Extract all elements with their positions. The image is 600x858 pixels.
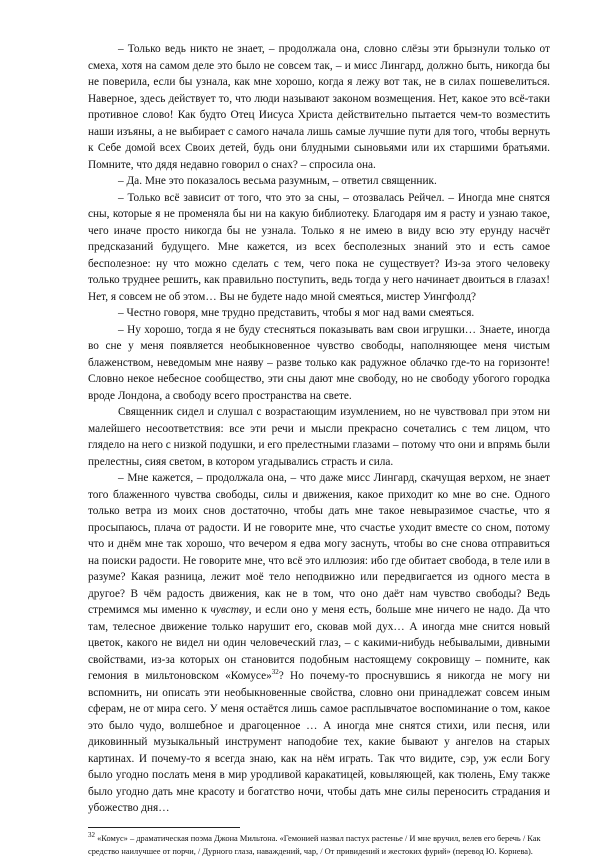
footnote-text: «Комус» – драматическая поэма Джона Мильтона. «Гемонией назвал пастух растенье / И мне вручил, велев его беречь / Как средство наилучшее от порчи, / Дурного глаза, наваждений, чар, / От привидений и жестоких фурий» (перевод Ю. Корнева). (88, 833, 541, 856)
main-text (88, 41, 550, 817)
paragraph-7-part-1: – Мне кажется, – продолжала она, – что даже мисс Лингард, скачущая верхом, не знает того блаженного чувства свободы, силы и движения, какое приходит ко мне во сне. Одного только ветра из моих снов достаточно, чтобы дать мне такое невыразимое счастье, что я просыпаюсь, плача от радости. И не говорите мне, что счастье уходит вместе со сном, потому что и днём мне так хорошо, что вечером я едва могу заснуть, чтобы во сне снова отправиться на поиски радости. Не говорите мне, что всё это иллюзия: ибо где обитает свобода, в теле или в разуме? Какая разница, лежит моё тело неподвижно или передвигается из одного места в другое? В чём радость движения, как не в том, что оно даёт нам чувство свободы? Ведь стремимся мы именно к (88, 472, 550, 616)
footnote-reference[interactable]: 32 (271, 668, 279, 677)
paragraph-6: Священник сидел и слушал с возрастающим изумлением, но не чувствовал при этом ни малейшего несоответствия: все эти речи и мысли прекрасно сочетались с тем лицом, что глядело на него с низкой подушки, и его прелестными глазами – потому что они и впрямь были прелестны, сияя светом, в котором угадывались страсть и сила. (88, 406, 550, 468)
paragraph-7-part-2: , и если оно у меня есть, больше мне ничего не надо. Да что там, телесное движение только нарушит его, сковав мой дух… А иногда мне снится новый цветок, какого не видел ни один человеческий глаз, – с какими-нибудь небывалыми, дивными свойствами, из-за которых он становится подобным настоящему сокровищу – помните, как гемония в мильтоновском «Комусе» (88, 604, 550, 682)
footnote-number: 32 (88, 830, 95, 839)
paragraph-7 (88, 470, 550, 817)
paragraph-7-emphasis: чувству (210, 604, 249, 616)
footnote-separator (88, 827, 240, 828)
paragraph-4: – Честно говоря, мне трудно представить, чтобы я мог над вами смеяться. (118, 307, 475, 319)
paragraph-5: – Ну хорошо, тогда я не буду стесняться показывать вам свои игрушки… Знаете, иногда во сне у меня появляется необыкновенное чувство свободы, наполняющее меня чистым блаженством, неведомым мне наяву – разве только как радужное облачко где-то на горизонте! Словно некое небесное сообщество, эти сны дают мне свободу, но не свободу убогого городка вроде Лондона, а свободу всего пространства на свете. (88, 323, 550, 402)
paragraph-2: – Да. Мне это показалось весьма разумным, – ответил священник. (118, 175, 437, 187)
paragraph-1: – Только ведь никто не знает, – продолжала она, словно слёзы эти брызнули только от смеха, хотя на самом деле это было не совсем так, – и мисс Лингард, должно быть, никогда бы не поверила, если бы узнала, как мне хорошо, когда я лежу вот так, не в силах пошевелиться. Наверное, здесь действует то, что люди называют законом возмещения. Нет, какое это всё-таки противное слово! Как будто Отец Иисуса Христа действительно пытается чем-то возместить наши изъяны, а не выбирает с самого начала лишь самые лучшие пути для того, чтобы вернуть к Себе домой всех Своих детей, будь они блудными сыновьями или их старшими братьями. Помните, что дядя недавно говорил о снах? – спросила она. (88, 43, 550, 171)
paragraph-3: – Только всё зависит от того, что это за сны, – отозвалась Рейчел. – Иногда мне снятся сны, которые я не променяла бы ни на какую библиотеку. Благодаря им я расту и узнаю такое, чего иначе просто никогда бы не узнала. Только я не имею в виду всю эту ерунду насчёт предсказаний будущего. Мне кажется, из всех бесполезных знаний это и есть самое бесполезное: ну что можно сделать с тем, чего пока не существует? Из-за этого человеку только труднее решить, как правильно поступить, ведь тогда у него начинает двоиться в глазах! Нет, я совсем не об этом… Вы не будете надо мной смеяться, мистер Уингфолд? (88, 191, 550, 303)
paragraph-7-part-3: ? Но почему-то проснувшись я никогда не могу ни вспомнить, ни описать эти необыкновенные свойства, словно они принадлежат совсем иным сферам, не от мира сего. У меня остаётся лишь самое расплывчатое воспоминание о том, какое это было чудо, волшебное и драгоценное … А иногда мне снятся стихи, или песня, или диковинный музыкальный инструмент наподобие тех, какие бывают у ангелов на старых картинах. И почему-то я всегда знаю, как на нём играть. Так что видите, сэр, уж если Богу было угодно послать меня в мир уродливой каракатицей, ковыляющей, как тюлень, Ему также было угодно дать мне красоту и богатство ночи, чтобы дать мне силы переносить страдания и убожество дня… (88, 670, 550, 814)
document-page (88, 41, 550, 858)
footnote (88, 832, 550, 858)
